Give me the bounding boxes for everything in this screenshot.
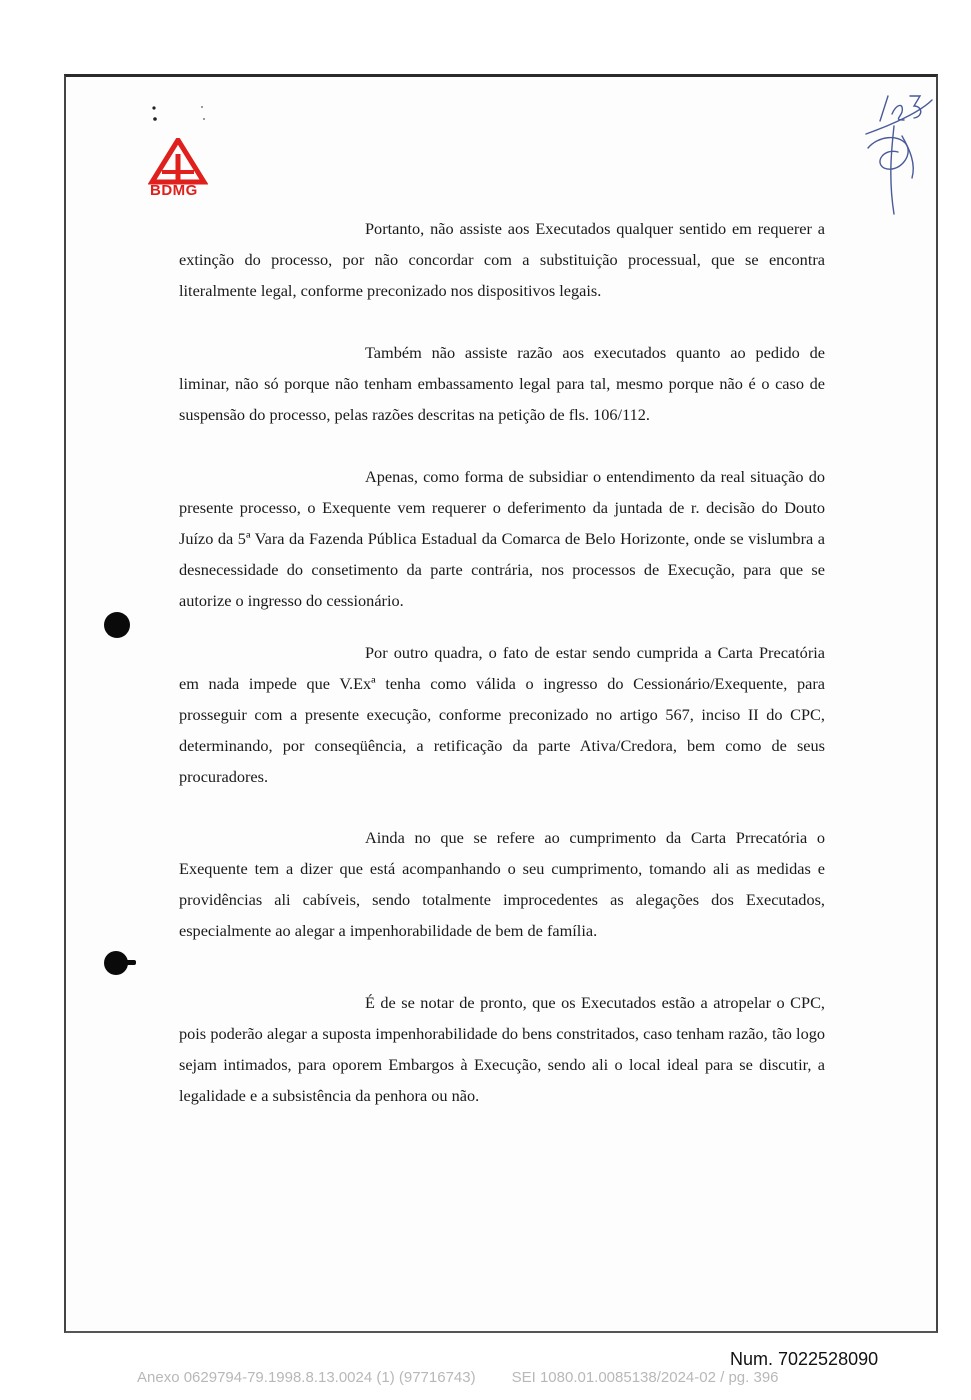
handwritten-page-mark — [858, 86, 938, 221]
annex-reference: Anexo 0629794-79.1998.8.13.0024 (1) (97716743) — [137, 1369, 476, 1386]
punch-hole-mark — [124, 960, 136, 965]
paragraph: Portanto, não assiste aos Executados qualquer sentido em requerer a extinção do processo, por não concordar com a substituição processual, que se encontra literalmente legal, conforme preconizado nos dispositivos legais. — [179, 219, 825, 300]
logo-text: BDMG — [150, 182, 198, 199]
paragraph: Ainda no que se refere ao cumprimento da Carta Prrecatória o Exequente tem a dizer que está acompanhando o seu cumprimento, tomando ali as medidas e providências ali cabíveis, sendo totalmente improcedentes as alegações dos Executados, especialmente ao alegar a impenhorabilidade de bem de família. — [179, 828, 825, 940]
sei-reference: SEI 1080.01.0085138/2024-02 / pg. 396 — [511, 1369, 779, 1386]
document-number: Num. 7022528090 — [730, 1349, 879, 1369]
paragraph: Apenas, como forma de subsidiar o entendimento da real situação do presente processo, o Exequente vem requerer o deferimento da juntada de r. decisão do Douto Juízo da 5ª Vara da Fazenda Pública Estadual da Comarca de Belo Horizonte, onde se vislumbra a desnecessidade do consetimento da parte contrária, nos processos de Execução, para que se autorize o ingresso do cessionário. — [179, 467, 825, 610]
punch-hole-mark — [104, 612, 130, 638]
paragraph: Também não assiste razão aos executados quanto ao pedido de liminar, não só porque não tenham embassamento legal para tal, mesmo porque não é o caso de suspensão do processo, pelas razões descritas na petição de fls. 106/112. — [179, 343, 825, 424]
footer-reference — [137, 1369, 779, 1386]
scan-specks — [150, 104, 210, 124]
paragraph: Por outro quadra, o fato de estar sendo cumprida a Carta Precatória em nada impede que V.Exª tenha como válida o ingresso do Cessionário/Exequente, para prosseguir com a presente execução, conforme preconizado no artigo 567, inciso II do CPC, determinando, por conseqüência, a retificação da parte Ativa/Credora, bem como de seus procuradores. — [179, 643, 825, 786]
paragraph: É de se notar de pronto, que os Executados estão a atropelar o CPC, pois poderão alegar a suposta impenhorabilidade do bens constritados, caso tenham razão, tão logo sejam intimados, para oporem Embargos à Execução, sendo ali o local ideal para se discutir, a legalidade e a subsistência da penhora ou não. — [179, 993, 825, 1105]
